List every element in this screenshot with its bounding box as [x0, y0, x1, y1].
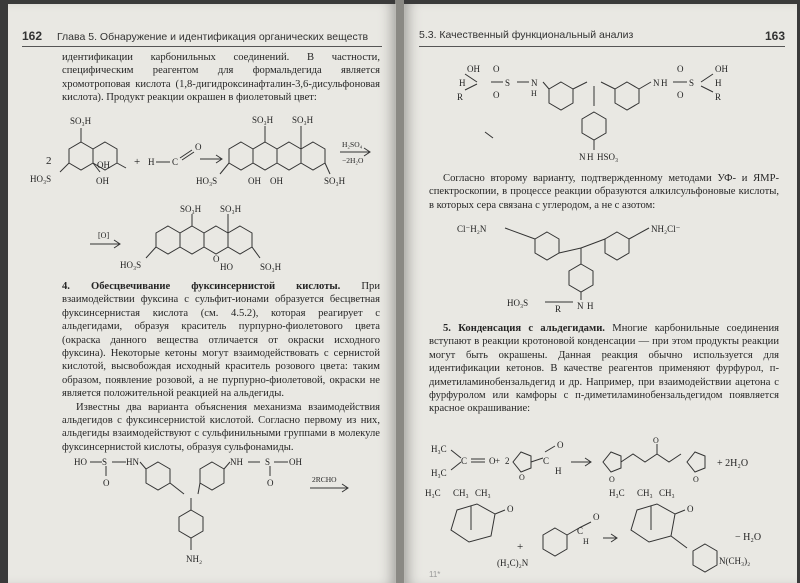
section-5-body: Многие карбонильные соединения вступают в реакции кротоновой конденсации — при этом продукты реакции могут быть окрашены. Данная реакция обычно используется для идентификации кетонов. В качестве реагентов применяют фурфурол, п-диметиламинобензальдегид и др. Например, при взаимодействии ацетона с фурфуролом или камфоры с п-диметиламинобензальдегидом появляется красное окрашивание: — [429, 323, 779, 415]
eq7-atom: N(CH₃)₂ — [719, 556, 751, 566]
eq1-atom: HO₃S — [196, 176, 218, 186]
left-paragraph-3: Известны два варианта объяснения механизма взаимодействия альдегидов с фуксинсернистой кислотой. Согласно первому из них, альдегиды взаимодействуют с сульфинильными группами в молекуле фуксинсернистой кислоты, образуя сульфонамиды. — [62, 401, 380, 453]
eq7-atom: C — [577, 526, 584, 536]
eq5-atom: HO₃S — [507, 298, 529, 308]
eq2-atom: HO — [220, 262, 233, 272]
eq3-atom: NH — [230, 457, 243, 467]
eq4-atom: H — [531, 89, 537, 98]
eq1-atom: OH — [96, 176, 109, 186]
eq4-atom: O — [677, 64, 684, 74]
eq4-atom: H — [459, 78, 466, 88]
right-chapter-title: 5.3. Качественный функциональный анализ — [419, 29, 634, 41]
eq4-atom: S — [505, 78, 511, 88]
eq1-atom: H — [148, 157, 155, 167]
eq6-atom: O — [653, 436, 659, 445]
eq4-atom: O — [677, 90, 684, 100]
left-running-head — [22, 29, 368, 43]
eq4-atom: N — [579, 152, 586, 162]
eq6-atom: O — [489, 456, 496, 466]
eq6-plus: + — [495, 456, 501, 466]
eq1-atom: SO₃H — [70, 116, 92, 126]
eq1-condition-bottom: −2H₂O — [342, 156, 364, 165]
eq7-atom: CH₃ — [659, 488, 675, 498]
eq1-coefficient: 2 — [46, 155, 52, 167]
eq4-atom: OH — [467, 64, 480, 74]
eq4-atom: O — [493, 90, 500, 100]
eq4-atom: N — [653, 78, 660, 88]
left-chapter-title: Глава 5. Обнаружение и идентификация органических веществ — [56, 31, 369, 43]
eq3-atom: OH — [289, 457, 302, 467]
eq4-atom: O — [493, 64, 500, 74]
eq4-atom: H — [587, 152, 594, 162]
eq3-atom: O — [267, 478, 274, 488]
eq2-atom: HO₃S — [120, 260, 142, 270]
eq6-atom: O — [557, 440, 564, 450]
acetone-furfural-condensation-scheme — [405, 436, 797, 486]
eq5-atom: N — [577, 301, 584, 311]
eq2-atom: SO₃H — [220, 204, 242, 214]
eq6-atom: H — [555, 466, 562, 476]
left-section-4 — [62, 280, 380, 454]
eq1-atom: OH — [248, 176, 261, 186]
camphor-aldehyde-condensation-scheme — [405, 484, 797, 582]
eq3-atom: S — [102, 457, 108, 467]
left-head-rule — [22, 46, 382, 47]
left-page — [8, 4, 396, 583]
section-4-title: 4. Обесцвечивание фуксинсернистой кислоты. — [62, 281, 341, 292]
eq1-atom: SO₃H — [252, 115, 274, 125]
eq4-atom: H — [715, 78, 722, 88]
eq6-atom: O — [609, 475, 615, 484]
right-page — [404, 4, 797, 583]
right-running-head — [419, 29, 785, 41]
left-paragraph-1: идентификации карбонильных соединений. В частности, специфическим реагентом для формальдегида является хромотроповая кислота (1,8-дигидроксинафталин-3,6-дисульфоновая кислота). Продукт реакции окрашен в фиолетовый цвет: — [62, 52, 380, 104]
chromotropic-acid-reaction-scheme — [8, 112, 395, 204]
eq6-atom: O — [693, 475, 699, 484]
eq6-water: + 2H₂O — [717, 458, 749, 469]
eq1-atom: OH — [97, 160, 110, 170]
eq1-atom: C — [172, 157, 179, 167]
eq7-atom: H₃C — [609, 488, 625, 498]
eq4-atom: H — [661, 78, 668, 88]
eq5-atom: H — [587, 301, 594, 311]
eq7-atom: O — [593, 512, 600, 522]
right-page-number: 163 — [764, 29, 785, 43]
eq6-atom: C — [543, 456, 550, 466]
eq6-atom: H₃C — [431, 444, 447, 454]
eq7-atom: CH₃ — [637, 488, 653, 498]
eq7-water: − H₂O — [735, 532, 762, 543]
eq7-atom: O — [507, 504, 514, 514]
section-4-body: При взаимодействии фуксина с сульфит-ионами образуется бесцветная фуксинсернистая кислота (см. 4.5.2), которая реагирует с альдегидами, образуя краситель пурпурно-фиолетового цвета (окраска данного вещества отличается от окраски исходного фуксина). Некоторые кетоны могут взаимодействовать с сернистой кислотой, высвобождая исходный краситель розового цвета: таким образом, появление розовой, а не пурпурно-фиолетовой, окраски не является положительной реакцией на альдегиды. — [62, 281, 380, 400]
eq3-atom: HN — [126, 457, 139, 467]
eq7-atom: (H₃C)₂N — [497, 558, 529, 568]
eq3-atom: NH₂ — [186, 554, 203, 564]
fuchsin-sulfurous-acid-scheme — [8, 446, 395, 580]
eq7-atom: CH₃ — [475, 488, 491, 498]
eq4-atom: R — [715, 92, 722, 102]
eq3-condition: 2RCHO — [312, 475, 337, 484]
eq6-coefficient: 2 — [505, 456, 510, 466]
right-paragraph-1: Согласно второму варианту, подтвержденному методами УФ- и ЯМР-спектроскопии, в процессе реакции образуются алкилсульфоновые кислоты, в которых сера связана с углеродом, а не с азотом: — [429, 173, 779, 211]
eq1-atom: SO₃H — [324, 176, 346, 186]
eq3-atom: HO — [74, 457, 87, 467]
eq6-atom: H₃C — [431, 468, 447, 478]
eq2-atom: O — [213, 254, 220, 264]
eq6-atom: O — [519, 473, 525, 482]
eq3-atom: O — [103, 478, 110, 488]
eq3-atom: S — [265, 457, 271, 467]
sulfonamide-product-scheme — [405, 52, 797, 170]
eq4-atom: S — [689, 78, 695, 88]
eq2-condition: [O] — [98, 231, 110, 240]
eq1-atom: O — [195, 142, 202, 152]
eq7-atom: H₃C — [425, 488, 441, 498]
book-gutter — [395, 0, 404, 583]
eq2-atom: SO₃H — [180, 204, 202, 214]
eq2-atom: SO₃H — [260, 262, 282, 272]
eq5-atom: NH₂Cl⁻ — [651, 224, 681, 234]
right-section-5 — [429, 322, 779, 416]
eq1-condition-top: H₂SO₄ — [342, 140, 363, 149]
alkylsulfonic-acid-scheme — [405, 214, 797, 314]
oxidation-product-scheme — [8, 202, 395, 278]
eq4-atom: HSO₃ — [597, 152, 619, 162]
eq1-atom: HO₃S — [30, 174, 52, 184]
eq7-plus: + — [517, 541, 524, 553]
right-head-rule — [419, 46, 785, 47]
eq4-atom: OH — [715, 64, 728, 74]
eq7-atom: O — [687, 504, 694, 514]
signature-mark: 11* — [429, 570, 441, 579]
left-page-number: 162 — [22, 29, 43, 43]
eq1-atom: OH — [270, 176, 283, 186]
eq6-atom: C — [461, 456, 468, 466]
eq7-atom: CH₃ — [453, 488, 469, 498]
eq1-plus: + — [134, 156, 141, 168]
eq7-atom: H — [583, 537, 589, 546]
eq5-atom: R — [555, 304, 562, 314]
section-5-title: 5. Конденсация с альдегидами. — [443, 323, 605, 334]
eq4-atom: R — [457, 92, 464, 102]
eq5-atom: Cl⁻H₂N — [457, 224, 487, 234]
eq1-atom: SO₃H — [292, 115, 314, 125]
eq4-atom: N — [531, 78, 538, 88]
